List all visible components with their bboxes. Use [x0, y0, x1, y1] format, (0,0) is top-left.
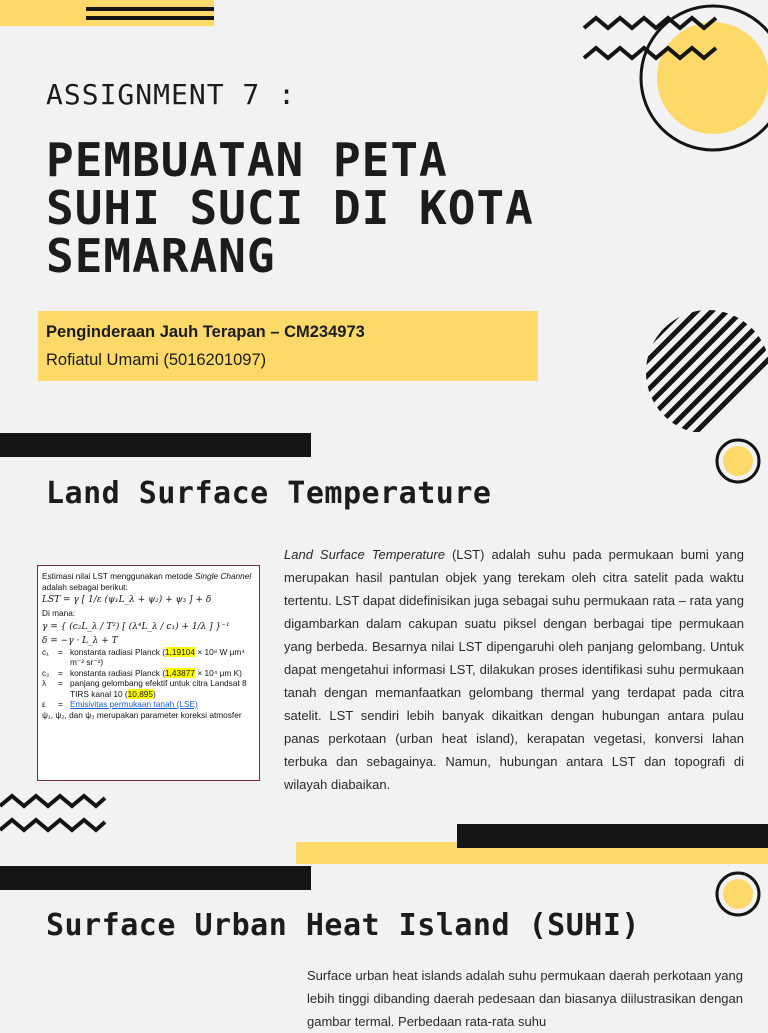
top-line-1	[86, 7, 214, 11]
formula-dimana: Di mana:	[42, 608, 76, 618]
def-c1: c₁ = konstanta radiasi Planck (1,19104 × 10⁸ W μm⁴ m⁻² sr⁻¹)	[42, 646, 245, 667]
section2-circle-icon	[714, 870, 762, 918]
course-name: Penginderaan Jauh Terapan – CM234973	[46, 323, 365, 341]
def-c2: c₂ = konstanta radiasi Planck (1,43877 × 10⁴ μm K)	[42, 667, 242, 678]
striped-circle-decoration	[640, 308, 768, 436]
lst-formula-box	[37, 565, 260, 781]
assignment-label: ASSIGNMENT 7 :	[46, 78, 297, 111]
top-line-2	[86, 16, 214, 20]
formula-footer: ψ₁, ψ₂, dan ψ₃ merupakan parameter koreksi atmosfer	[42, 709, 242, 720]
def-lambda: λ = panjang gelombang efektif untuk citra Landsat 8 TIRS kanal 10 (10,895)	[42, 678, 247, 699]
zigzag-decoration-left	[0, 790, 110, 838]
author-name: Rofiatul Umami (5016201097)	[46, 351, 267, 369]
def-epsilon: ε = Emisivitas permukaan tanah (LSE)	[42, 699, 198, 709]
course-info-box	[38, 311, 538, 381]
page-title: PEMBUATAN PETA SUHI SUCI DI KOTA SEMARANG	[46, 133, 534, 283]
section1-circle-icon	[714, 437, 762, 485]
top-yellow-bar	[0, 0, 214, 26]
section2-paragraph: Surface urban heat islands adalah suhu permukaan daerah perkotaan yang lebih tinggi dibanding daerah pedesaan dan biasanya diilustrasikan dengan gambar termal. Perbedaan rata-rata suhu	[307, 968, 743, 1029]
formula-delta: δ = −γ · L_λ + T	[42, 635, 118, 646]
separator-black-bar	[457, 824, 768, 848]
section1-paragraph: Land Surface Temperature (LST) adalah suhu pada permukaan bumi yang merupakan hasil pantulan objek yang terekam oleh citra satelit pada waktu tertentu. LST dapat didefinisikan juga sebagai suhu permukaan rata – rata yang digambarkan dalam cakupan suatu piksel dengan berbagai tipe permukaan yang berbeda. Besarnya nilai LST dipengaruhi oleh panjang gelombang. Untuk dapat mengetahui informasi LST, dilakukan proses identifikasi suhu permukaan tanah dengan memanfaatkan gelombang thermal yang terdapat pada citra satelit. LST sendiri lebih banyak dikaitkan dengan hubungan antara pulau panas perkotaan (urban heat island), kerapatan vegetasi, konversi lahan terbuka dan sebagainya. Namun, hubungan antara LST dan topografi di wilayah diabaikan.	[284, 547, 744, 792]
section2-title: Surface Urban Heat Island (SUHI)	[46, 908, 640, 943]
circle-zigzag-decoration	[578, 0, 768, 160]
emissivity-link[interactable]: Emisivitas permukaan tanah (LSE)	[70, 699, 198, 709]
formula-gamma: γ = { (c₂L_λ / T²) [ (λ⁴L_λ / c₁) + 1/λ ] }⁻¹	[42, 621, 230, 632]
section2-black-bar	[0, 866, 311, 890]
section1-black-bar	[0, 433, 311, 457]
section1-title: Land Surface Temperature	[46, 476, 492, 511]
formula-intro: Estimasi nilai LST menggunakan metode Single Channel adalah sebagai berikut:	[42, 571, 252, 592]
formula-lst: LST = γ [ 1/ε (ψ₁L_λ + ψ₂) + ψ₃ ] + δ	[42, 595, 212, 605]
